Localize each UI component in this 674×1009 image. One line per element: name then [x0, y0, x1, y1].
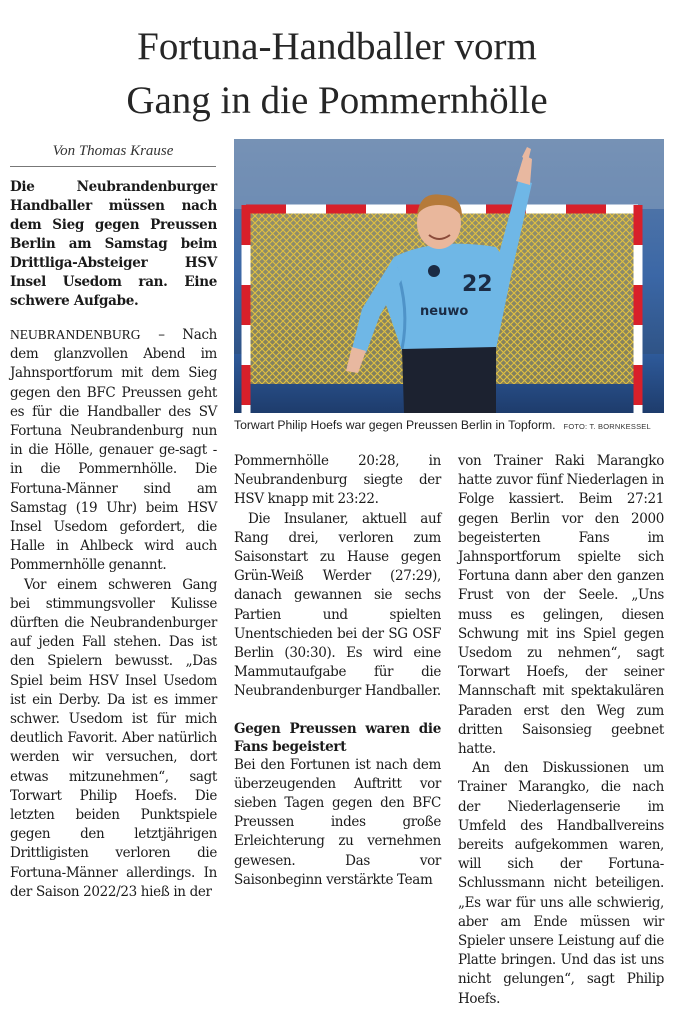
article-photo [234, 139, 664, 413]
paragraph-4-continued: von Trainer Raki Marangko hatte zuvor fünf Niederlagen in Folge kassiert. Beim 27:21 gegen Berlin vor den 2000 begeisterten Fans im Jahnsportforum spielte sich Fortuna dann aber den ganzen Frust von der Seele. „Uns muss es gelingen, diesen Schwung mit ins Spiel gegen Usedom zu nehmen“, sagt Torwart Hoefs, der seiner Mannschaft mit spektakulären Paraden erst den Weg zum dritten Saisonsieg geebnet hatte. [458, 453, 664, 758]
photo-credit: FOTO: T. BORNKESSEL [563, 422, 651, 431]
dateline: NEUBRANDENBURG [10, 327, 141, 342]
lead-paragraph: Die Neubrandenburger Handballer müssen nach dem Sieg gegen Preussen Berlin am Samstag beim Drittliga-Absteiger HSV Insel Usedom ran. Eine schwere Aufgabe. [10, 179, 217, 309]
paragraph-2: Vor einem schweren Gang bei stimmungsvoller Kulisse dürften die Neubrandenburger auf jeden Fall stehen. Das ist den Spielern bewusst. „Das Spiel beim HSV Insel Usedom ist ein Derby. Da ist es immer schwer. Usedom ist für mich deutlich Favorit. Aber natürlich werden wir versuchen, dort etwas mitzunehmen“, sagt Torwart Philip Hoefs. Die letzten beiden Punktspiele gegen den letztjährigen Drittligisten verloren die Fortuna-Männer allerdings. In der Saison 2022/23 hieß in der [10, 576, 217, 900]
subheading: Gegen Preussen waren die Fans begeistert [234, 720, 441, 755]
paragraph-5: An den Diskussionen um Trainer Marangko, die nach der Niederlagenserie im Umfeld des Handballvereins bereits aufgekommen waren, will sich der Fortuna-Schlussmann nicht beteiligen. „Es war für uns alle schwierig, aber am Ende müssen wir Spieler unsere Leistung auf die Platte bringen. Und das ist uns nicht gelungen“, sagt Philip Hoefs. [458, 760, 664, 1007]
byline-divider [10, 166, 216, 167]
article-column-2 [234, 452, 441, 890]
caption-text: Torwart Philip Hoefs war gegen Preussen Berlin in Topform. [234, 418, 556, 432]
headline-line-1: Fortuna-Handballer vorm [137, 25, 537, 68]
headline-line-2: Gang in die Pommernhölle [126, 79, 548, 122]
jersey-sponsor: neuwo [420, 304, 469, 319]
paragraph-1 [10, 325, 217, 576]
article-column-1 [10, 325, 217, 902]
paragraph-2-continued: Pommernhölle 20:28, in Neubrandenburg siegte der HSV knapp mit 23:22. [234, 453, 441, 508]
article-column-3 [458, 452, 664, 1009]
photo-caption [234, 418, 664, 432]
paragraph-1-text: – Nach dem glanzvollen Abend im Jahnsportforum mit dem Sieg gegen den BFC Preussen geht es für die Handballer des SV Fortuna Neubrandenburg nun in die Hölle, genauer ge-sagt - in die Pommernhölle. Die Fortuna-Männer sind am Samstag (19 Uhr) beim HSV Insel Usedom gefordert, die Halle in Ahlbeck wird auch Pommernhölle genannt. [10, 327, 217, 574]
headline [0, 20, 674, 128]
goalkeeper-photo-illustration [234, 139, 664, 413]
byline: Von Thomas Krause [52, 143, 174, 159]
jersey-number: 22 [462, 272, 493, 297]
paragraph-4: Bei den Fortunen ist nach dem überzeugenden Auftritt vor sieben Tagen gegen den BFC Preussen indes große Erleichterung zu vernehmen gewesen. Das vor Saisonbeginn verstärkte Team [234, 756, 441, 888]
paragraph-3: Die Insulaner, aktuell auf Rang drei, verloren zum Saisonstart zu Hause gegen Grün-Weiß Werder (27:29), danach gewannen sie sechs Partien und spielten Unentschieden bei der SG OSF Berlin (30:30). Es wird eine Mammutaufgabe für die Neubrandenburger Handballer. [234, 510, 441, 700]
